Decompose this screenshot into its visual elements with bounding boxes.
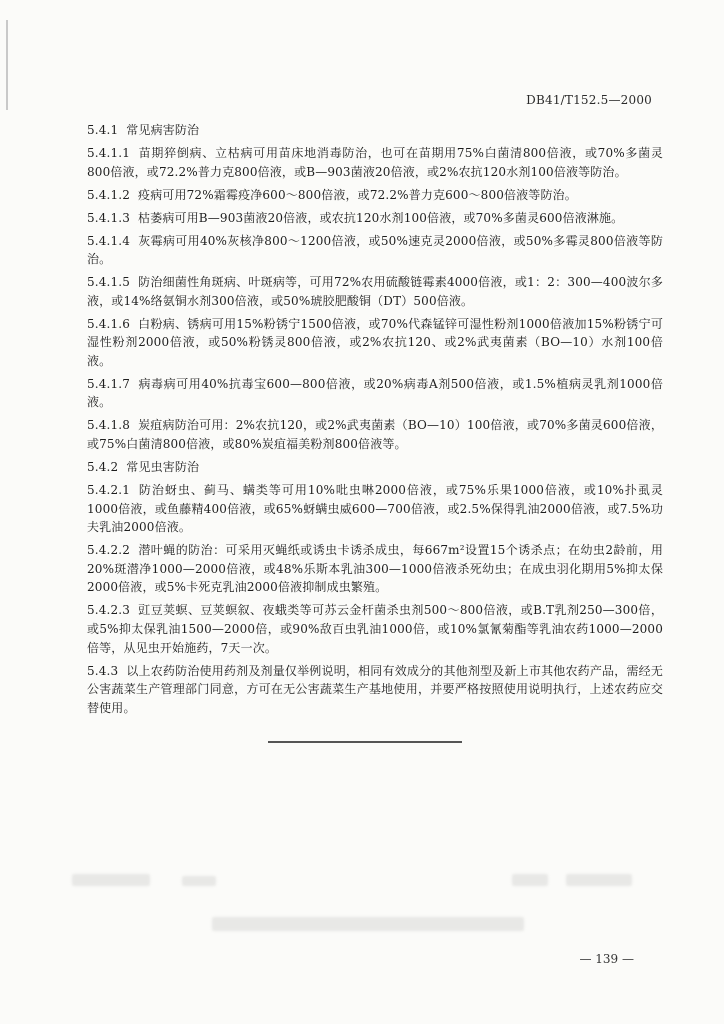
paragraph: 5.4.1.2 疫病可用72%霜霉疫净600～800倍液，或72.2%普力克600～800倍液等防治。 <box>87 187 577 202</box>
end-divider-line <box>268 741 462 743</box>
page-number: — 139 — <box>579 952 634 966</box>
paragraph: 5.4.3 以上农药防治使用药剂及剂量仅举例说明，相同有效成分的其他剂型及新上市其他农药产品，需经无公害蔬菜生产管理部门同意，方可在无公害蔬菜生产基地使用，并要严格按照使用说明执行，上述农药应交替使用。 <box>87 663 663 715</box>
standard-code: DB41/T152.5—2000 <box>526 93 652 107</box>
paragraph: 5.4.1.3 枯萎病可用B—903菌液20倍液，或农抗120水剂100倍液，或70%多菌灵600倍液淋施。 <box>87 210 624 225</box>
section-heading: 5.4.1 常见病害防治 <box>87 123 200 137</box>
paragraph: 5.4.1.7 病毒病可用40%抗毒宝600—800倍液，或20%病毒A剂500倍液，或1.5%植病灵乳剂1000倍液。 <box>87 376 663 410</box>
document-body <box>87 121 663 722</box>
show-through-mark <box>512 874 548 886</box>
section-heading: 5.4.2 常见虫害防治 <box>87 460 200 475</box>
show-through-mark <box>566 874 632 886</box>
paragraph: 5.4.1.5 防治细菌性角斑病、叶斑病等，可用72%农用硫酸链霉素4000倍液，或1：2：300—400波尔多液，或14%络氨铜水剂300倍液，或50%琥胶肥酸铜（DT）500倍液。 <box>87 275 663 308</box>
paragraph: 5.4.2.3 豇豆荚螟、豆荚螟叙、夜蛾类等可苏云金杆菌杀虫剂500～800倍液，或B.T乳剂250—300倍，或5%抑太保乳油1500—2000倍，或90%敌百虫乳油1000倍，或10%氯氰菊酯等乳油农药1000—2000倍等，从见虫开始施药，7天一次。 <box>87 603 663 655</box>
paragraph: 5.4.1.1 苗期猝倒病、立枯病可用苗床地消毒防治，也可在苗期用75%白菌清800倍液，或70%多菌灵800倍液，或72.2%普力克800倍液，或B—903菌液20倍液，或2%农抗120水剂100倍液等防治。 <box>87 145 663 179</box>
show-through-mark <box>182 876 216 886</box>
paragraph: 5.4.2.1 防治蚜虫、蓟马、螨类等可用10%吡虫啉2000倍液，或75%乐果1000倍液，或10%扑虱灵1000倍液，或鱼藤精400倍液，或65%蚜螨虫威600—700倍液，或2.5%保得乳油2000倍液，或7.5%功夫乳油2000倍液。 <box>87 483 663 535</box>
show-through-mark <box>72 874 150 886</box>
show-through-mark <box>212 917 524 931</box>
paragraph: 5.4.1.8 炭疽病防治可用：2%农抗120，或2%武夷菌素（BO—10）100倍液，或70%多菌灵600倍液，或75%白菌清800倍液，或80%炭疽福美粉剂800倍液等。 <box>87 418 663 452</box>
paragraph: 5.4.1.4 灰霉病可用40%灰核净800～1200倍液，或50%速克灵2000倍液，或50%多霉灵800倍液等防治。 <box>87 233 663 267</box>
paragraph: 5.4.1.6 白粉病、锈病可用15%粉锈宁1500倍液，或70%代森锰锌可湿性粉剂1000倍液加15%粉锈宁可湿性粉剂2000倍液，或50%粉锈灵800倍液，或2%农抗120、或2%武夷菌素（BO—10）水剂100倍液。 <box>87 316 663 368</box>
scan-edge-mark <box>6 20 8 110</box>
paragraph: 5.4.2.2 潜叶蝇的防治：可采用灭蝇纸或诱虫卡诱杀成虫，每667m²设置15个诱杀点；在幼虫2龄前，用20%斑潜净1000—2000倍液，或48%乐斯本乳油300—1000倍液杀死幼虫；在成虫羽化期用5%抑太保2000倍液，或5%卡死克乳油2000倍液抑制成虫繁殖。 <box>87 543 663 595</box>
